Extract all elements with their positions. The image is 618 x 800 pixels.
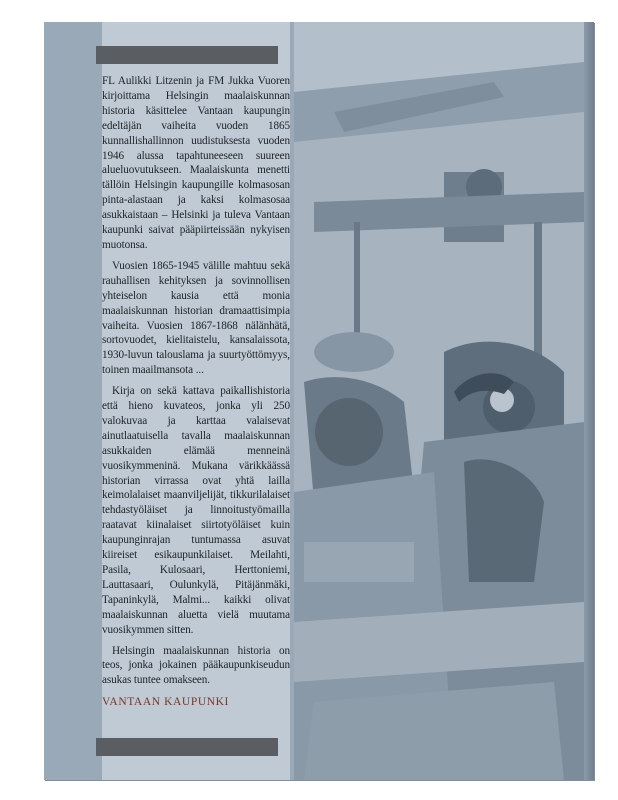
bottom-decorative-bar — [96, 738, 278, 756]
blurb-paragraph: FL Aulikki Litzenin ja FM Jukka Vuoren kirjoittama Helsingin maalaiskunnan historia käsittelee Vantaan kaupungin edeltäjän vaiheita vuoden 1865 kunnallishallinnon uudistuksesta vuoden 1946 alussa tapahtuneeseen suureen alueluovutukseen. Maalaiskunta menetti tällöin Helsingin kaupungille kolmasosan pinta-alastaan ja kaksi kolmasosaa asukkaistaan – Helsinki ja tuleva Vantaan kaupunki saivat pääpiirteissään nykyisen muotonsa. — [102, 75, 290, 251]
book-back-cover — [44, 22, 594, 780]
blurb-paragraph: Kirja on sekä kattava paikallishistoria että hieno kuvateos, jonka yli 250 valokuvaa ja karttaa valaisevat ainutlaatuisella tavalla maalaiskunnan asukkaiden elämää menneinä vuosikymmeninä. Mukana värikkäässä historian virrassa ovat yhtä lailla keimolalaiset maanviljelijät, tikkurilalaiset tehdastyöläiset ja linnoitustyömailla raatavat kiinalaiset siirtotyöläiset kuin kaupunginrajan tuntumassa asuvat kiireiset esikaupunkilaiset. Meilahti, Pasila, Kulosaari, Herttoniemi, Lauttasaari, Oulunkylä, Pitäjänmäki, Tapaninkylä, Malmi... kaikki olivat maalaiskunnan aluetta vielä muutama vuosikymmen sitten. — [102, 385, 290, 636]
top-decorative-bar — [96, 46, 278, 64]
blurb-paragraph: Helsingin maalaiskunnan historia on teos, jonka jokainen pääkaupunkiseudun asukas tuntee omakseen. — [102, 644, 290, 687]
background-workshop-photo — [294, 22, 584, 780]
blurb-paragraph: Vuosien 1865-1945 välille mahtuu sekä rauhallisen kehityksen ja sovinnollisen yhteiselon kausia että monia maalaiskunnan historian dramaattisimpia vaiheita. Vuosien 1867-1868 nälänhätä, sortovuodet, kielitaistelu, kansalaissota, 1930-luvun talouslama ja suurtyöttömyys, toinen maailmansota ... — [102, 259, 290, 377]
publisher-name: VANTAAN KAUPUNKI — [102, 696, 229, 708]
cover-edge — [584, 22, 594, 780]
blurb-text — [102, 74, 290, 694]
